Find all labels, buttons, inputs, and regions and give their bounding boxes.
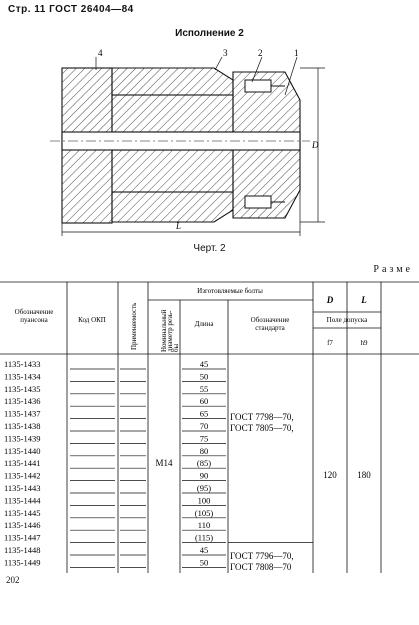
page-header: Стр. 11 ГОСТ 26404—84 (8, 4, 134, 15)
dim-L-label: L (176, 221, 182, 231)
row-designation: 1135-1436 (4, 396, 41, 407)
header-okp: Код ОКП (78, 316, 106, 324)
callout-1: 1 (294, 48, 299, 58)
header-designation-1: Обозначение (14, 308, 54, 316)
technical-drawing (0, 0, 419, 240)
row-length: 45 (199, 545, 209, 555)
body-upper (112, 68, 233, 95)
header-tol-L: h9 (360, 339, 368, 347)
core-upper (112, 95, 233, 132)
row-length: 75 (199, 433, 209, 444)
row-designation: 1135-1446 (4, 520, 41, 531)
body-lower (112, 192, 233, 222)
header-designation-2: пуансона (20, 316, 48, 324)
dimensions-table (0, 278, 419, 578)
row-length: (115) (194, 532, 214, 543)
header-nominal-diameter: Номинальныйдиаметр резь-бы (160, 309, 180, 352)
header-standard-1: Обозначение (250, 316, 290, 324)
thread-value: M14 (155, 458, 173, 468)
callout-2: 2 (258, 48, 263, 58)
row-length: 60 (199, 396, 209, 407)
bolt-bottom (245, 196, 271, 208)
callout-4: 4 (98, 48, 103, 58)
row-length: 65 (199, 408, 209, 419)
dim-D-label: D (312, 140, 319, 150)
row-length: 50 (199, 371, 209, 382)
row-designation: 1135-1441 (4, 458, 41, 469)
D-value: 120 (323, 470, 337, 480)
row-length: 80 (199, 445, 209, 456)
header-applicability: Применяемость (130, 302, 138, 350)
L-value: 180 (357, 470, 371, 480)
row-designation: 1135-1435 (4, 383, 41, 394)
header-L: L (361, 295, 367, 305)
row-length: 55 (199, 383, 209, 394)
row-designation: 1135-1443 (4, 483, 41, 493)
page-number: 202 (6, 575, 20, 585)
row-length: 70 (199, 421, 209, 431)
row-designation: 1135-1447 (4, 532, 41, 543)
row-length: 110 (197, 520, 211, 531)
header-tol-D: f7 (327, 339, 333, 347)
row-length: (85) (196, 458, 212, 469)
header-length: Длина (194, 320, 214, 328)
row-designation: 1135-1438 (4, 421, 41, 431)
table-section-title: Разме (373, 264, 413, 275)
standard-1b: ГОСТ 7805—70, (230, 423, 294, 433)
header-tolerance: Поле допуска (326, 316, 368, 324)
header-D: D (326, 295, 334, 305)
header-bolts-group: Изготовляемые болты (197, 287, 263, 295)
row-designation: 1135-1448 (4, 545, 41, 555)
core-lower (112, 150, 233, 192)
bolt-top (245, 80, 271, 92)
drawing-caption: Черт. 2 (193, 243, 226, 254)
row-designation: 1135-1442 (4, 470, 41, 481)
standard-2a: ГОСТ 7796—70, (230, 551, 294, 561)
row-designation: 1135-1445 (4, 507, 41, 518)
row-designation: 1135-1434 (4, 371, 41, 382)
row-designation: 1135-1433 (4, 359, 41, 369)
drawing-title: Исполнение 2 (175, 28, 244, 39)
callout-3: 3 (223, 48, 228, 58)
standard-2b: ГОСТ 7808—70 (230, 562, 292, 572)
row-designation: 1135-1449 (4, 557, 41, 568)
row-designation: 1135-1440 (4, 445, 41, 456)
row-designation: 1135-1444 (4, 495, 41, 506)
row-length: 50 (199, 557, 209, 568)
row-length: 90 (199, 470, 209, 481)
row-length: (95) (196, 483, 212, 493)
header-standard-2: стандарта (255, 324, 285, 332)
row-length: 100 (197, 495, 211, 506)
row-length: 45 (199, 359, 209, 369)
row-designation: 1135-1437 (4, 408, 41, 419)
row-designation: 1135-1439 (4, 433, 41, 444)
row-length: (105) (194, 507, 214, 518)
standard-1a: ГОСТ 7798—70, (230, 412, 294, 422)
